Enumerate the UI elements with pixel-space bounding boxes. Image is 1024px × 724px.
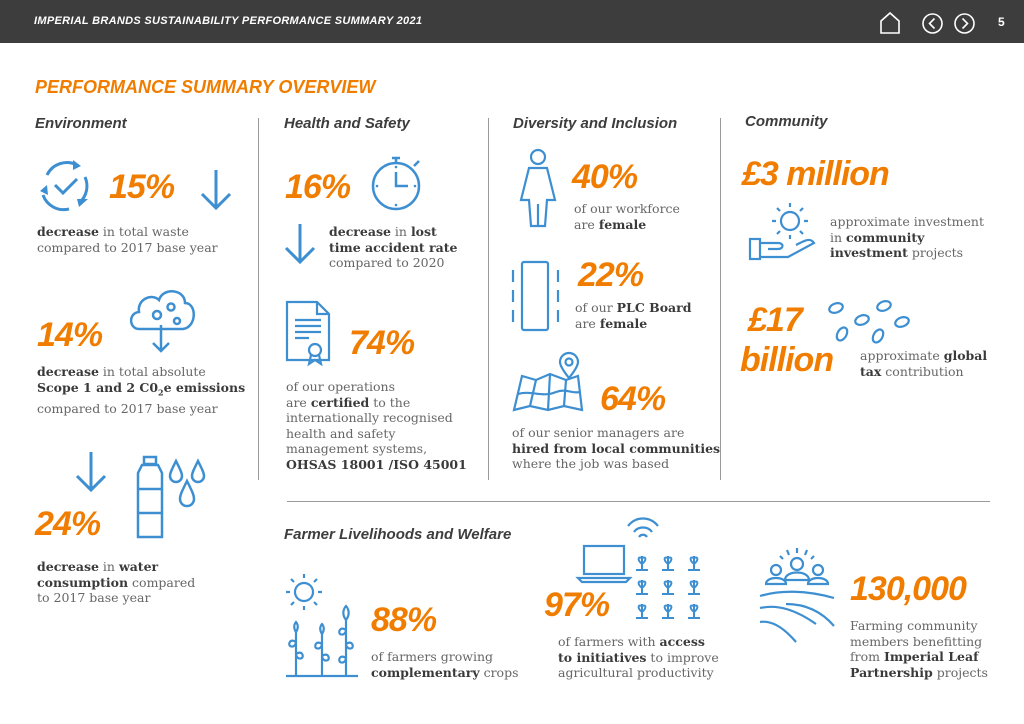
tax-stat-amount: £17 — [748, 301, 802, 339]
divider — [258, 118, 259, 480]
cloud-icon — [127, 283, 197, 355]
home-icon[interactable] — [879, 12, 901, 34]
person-icon — [517, 148, 559, 230]
certified-description: of our operations are certified to the internationally recognised health and safety management systems, OHSAS 18001 /ISO 45001 — [286, 379, 467, 472]
coins-icon — [822, 298, 912, 344]
boardroom-icon — [510, 258, 562, 334]
farmers-icon — [756, 546, 838, 650]
divider — [720, 118, 721, 480]
members-description: Farming community members benefitting from Imperial Leaf Partnership projects — [850, 618, 988, 680]
page-title: PERFORMANCE SUMMARY OVERVIEW — [35, 77, 376, 97]
certificate-icon — [285, 300, 333, 366]
board-stat: 22% — [578, 256, 644, 294]
access-stat: 97% — [544, 586, 610, 624]
section-heading-diversity: Diversity and Inclusion — [513, 115, 678, 132]
divider — [287, 501, 990, 502]
emissions-stat: 14% — [37, 316, 103, 354]
map-icon — [512, 352, 584, 414]
down-arrow-icon — [198, 168, 234, 212]
sun-hand-icon — [748, 201, 818, 263]
water-stat: 24% — [35, 505, 101, 543]
water-description: decrease in water consumption compared to 2017 base year — [37, 559, 196, 605]
section-heading-environment: Environment — [35, 115, 127, 132]
access-description: of farmers with access to initiatives to improve agricultural productivity — [558, 634, 719, 680]
stopwatch-icon — [368, 154, 428, 212]
managers-description: of our senior managers are hired from local communities where the job was based — [512, 425, 721, 471]
section-heading-community: Community — [745, 113, 828, 130]
prev-icon[interactable] — [922, 13, 943, 34]
waste-description: decrease in total waste compared to 2017 base year — [37, 224, 218, 255]
recycle-icon — [35, 155, 95, 215]
certified-stat: 74% — [349, 324, 415, 362]
investment-stat: £3 million — [742, 155, 889, 193]
down-arrow-icon — [282, 222, 318, 266]
sun-plants-icon — [282, 572, 362, 678]
down-arrow-icon — [73, 450, 109, 494]
crops-description: of farmers growing complementary crops — [371, 649, 519, 680]
board-description: of our PLC Board are female — [575, 300, 692, 331]
emissions-description: decrease in total absolute Scope 1 and 2 $C0_2e$ emissions compared to 2017 base year — [37, 364, 246, 416]
accident-description: decrease in lost time accident rate compared to 2020 — [329, 224, 458, 270]
section-heading-farmer: Farmer Livelihoods and Welfare — [284, 526, 512, 543]
next-icon[interactable] — [954, 13, 975, 34]
waste-stat: 15% — [109, 168, 175, 206]
document-title: IMPERIAL BRANDS SUSTAINABILITY PERFORMANCE SUMMARY 2021 — [34, 15, 423, 27]
crops-stat: 88% — [371, 601, 437, 639]
tax-description: approximate global tax contribution — [860, 348, 988, 379]
tax-stat-unit: billion — [740, 341, 834, 379]
investment-description: approximate investment in community investment projects — [830, 214, 984, 260]
managers-stat: 64% — [600, 380, 666, 418]
section-heading-health-safety: Health and Safety — [284, 115, 410, 132]
accident-stat: 16% — [285, 168, 351, 206]
workforce-description: of our workforce are female — [574, 201, 680, 232]
bottle-icon — [130, 455, 210, 541]
workforce-stat: 40% — [572, 158, 638, 196]
page-number: 5 — [998, 15, 1005, 29]
divider — [488, 118, 489, 480]
members-stat: 130,000 — [850, 570, 966, 608]
